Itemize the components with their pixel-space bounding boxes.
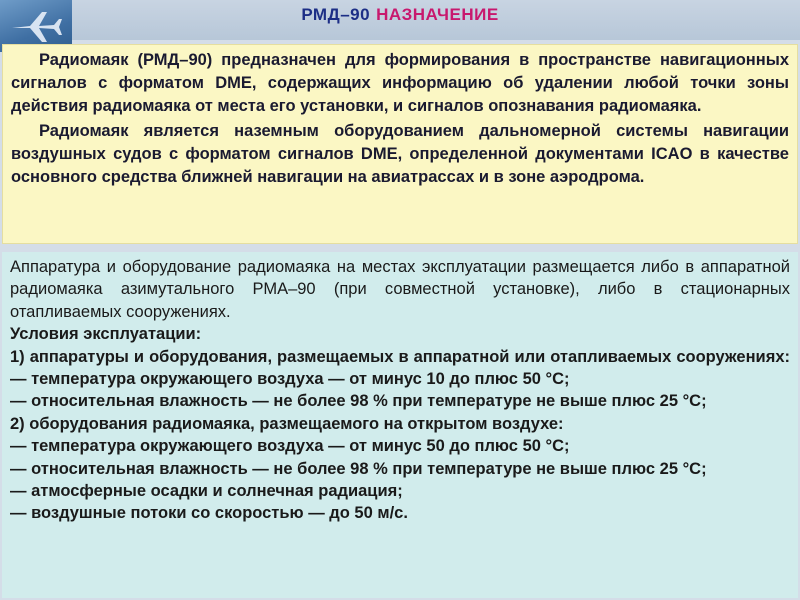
purpose-box xyxy=(2,44,798,244)
conditions-heading: Условия эксплуатации: xyxy=(10,325,202,344)
purpose-paragraph-2: Радиомаяк является наземным оборудованием дальномерной системы навигации воздушных судов с форматом сигналов DME, определенной документами ICAO в качестве основного средства ближней навигации на авиатрассах и в зоне аэродрома. xyxy=(11,122,789,186)
title-product: РМД–90 xyxy=(301,5,371,24)
group2-item: — воздушные потоки со скоростью — до 50 м/с. xyxy=(10,504,408,523)
group2-item: — атмосферные осадки и солнечная радиация; xyxy=(10,482,403,501)
group1-item: — температура окружающего воздуха — от минус 10 до плюс 50 °С; xyxy=(10,370,570,389)
group2-item: — относительная влажность — не более 98 % при температуре не выше плюс 25 °С; xyxy=(10,459,707,478)
group1-title: 1) аппаратуры и оборудования, размещаемых в аппаратной или отапливаемых сооружениях: xyxy=(10,347,790,366)
group2-item: — температура окружающего воздуха — от минус 50 до плюс 50 °С; xyxy=(10,437,570,456)
title-section: НАЗНАЧЕНИЕ xyxy=(376,5,499,24)
page-title xyxy=(0,5,800,25)
purpose-paragraph-1: Радиомаяк (РМД–90) предназначен для формирования в пространстве навигационных сигналов с форматом DME, содержащих информацию об удалении любой точки зоны действия радиомаяка от места его установки, и сигналов опознавания радиомаяка. xyxy=(11,51,789,115)
group1-item: — относительная влажность — не более 98 % при температуре не выше плюс 25 °С; xyxy=(10,392,707,411)
placement-paragraph: Аппаратура и оборудование радиомаяка на местах эксплуатации размещается либо в аппаратной радиомаяка азимутального РМА–90 (при совместной установке), либо в стационарных отапливаемых сооружениях. xyxy=(10,258,790,321)
operating-conditions-box xyxy=(2,252,798,598)
group2-title: 2) оборудования радиомаяка, размещаемого на открытом воздухе: xyxy=(10,414,564,433)
